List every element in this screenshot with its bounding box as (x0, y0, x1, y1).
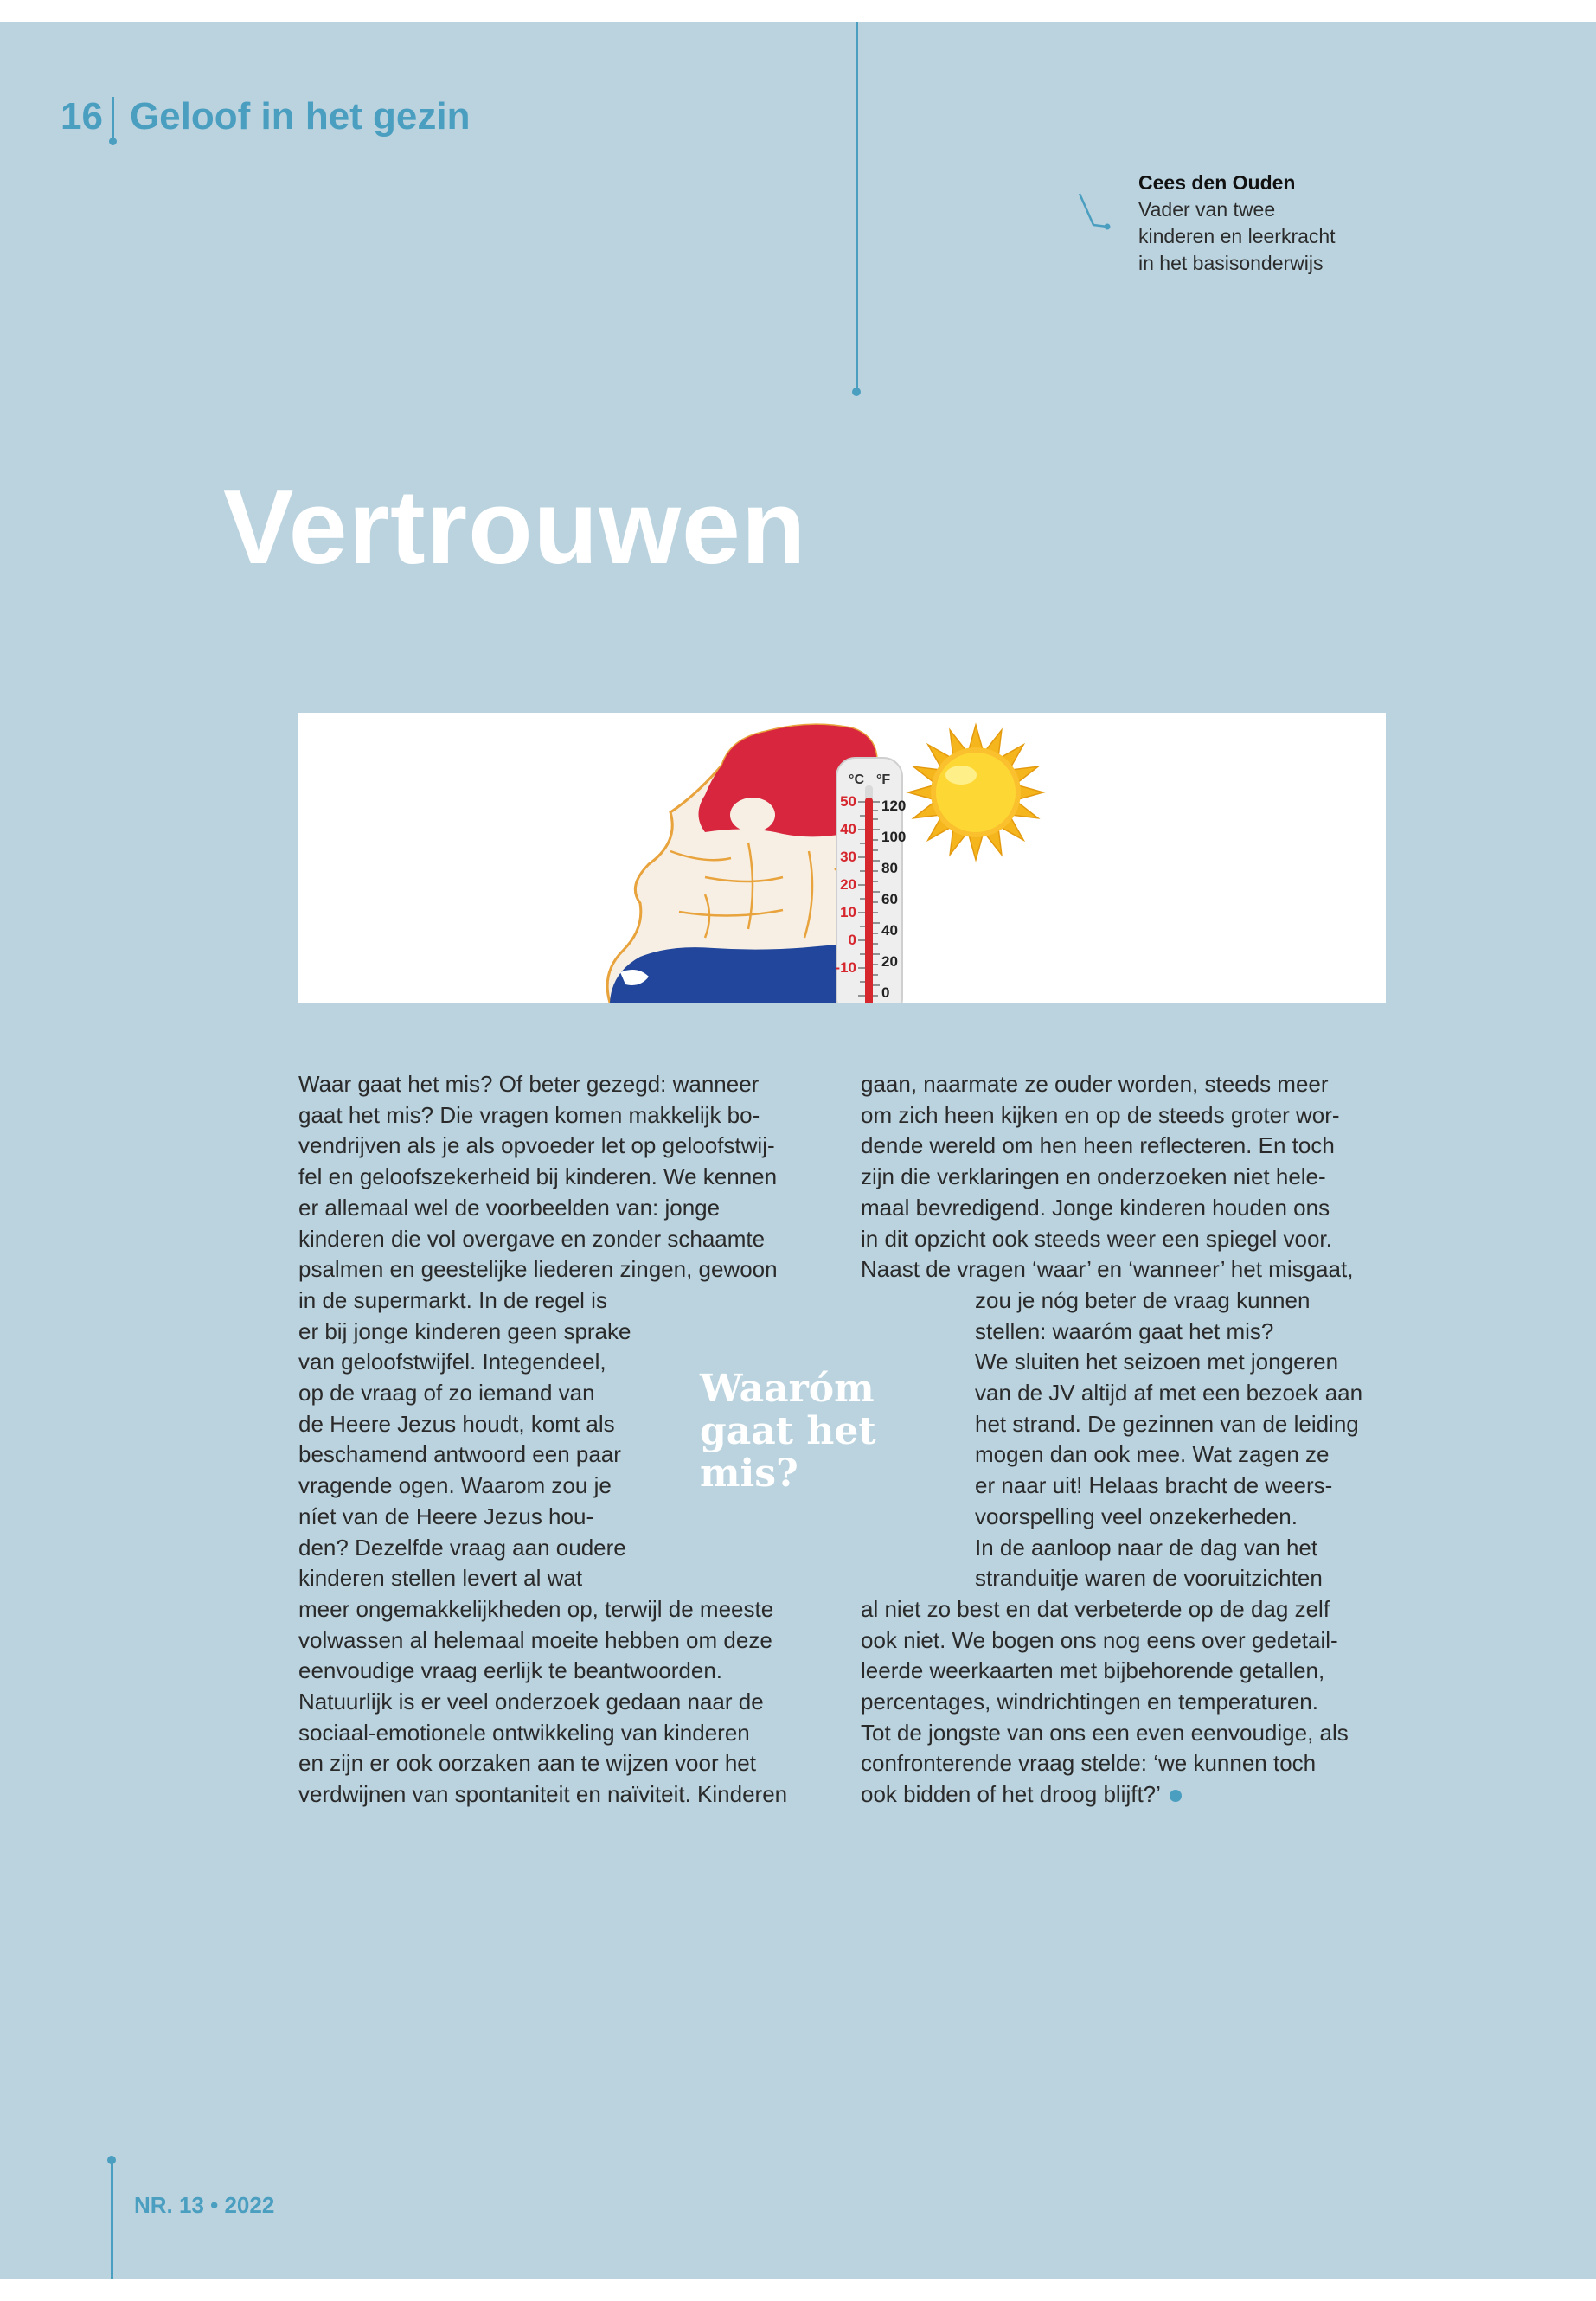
text-line-last (861, 1779, 1380, 1811)
sun-ray (969, 725, 983, 750)
author-bio-line: Vader van twee (1138, 198, 1276, 221)
sun-ray (908, 785, 933, 799)
celsius-tick-label: 0 (848, 932, 856, 948)
fahrenheit-unit: °F (876, 772, 891, 787)
text-line: voorspelling veel onzekerheden. (975, 1503, 1298, 1529)
text-line: volwassen al helemaal moeite hebben om deze (298, 1626, 772, 1653)
sun-ray (969, 835, 983, 860)
section-title: Geloof in het gezin (129, 95, 471, 138)
text-line: kinderen stellen levert al wat (298, 1565, 583, 1592)
text-line: er allemaal wel de voorbeelden van: jonge (298, 1194, 721, 1221)
text-line: Waar gaat het mis? Of beter gezegd: wanneer (298, 1071, 760, 1097)
article-column-right (861, 1069, 1380, 1811)
celsius-tick-label: 50 (840, 793, 856, 810)
text-line: er bij jonge kinderen geen sprake (298, 1317, 631, 1344)
fahrenheit-tick-label: 40 (881, 922, 898, 939)
top-divider-dot (852, 388, 861, 396)
thermometer (835, 758, 906, 1003)
text-line: ook niet. We bogen ons nog eens over gedetail- (861, 1626, 1338, 1653)
text-line: In de aanloop naar de dag van het (975, 1534, 1318, 1561)
text-line: mogen dan ook mee. Wat zagen ze (975, 1441, 1330, 1468)
text-line: ook bidden of het droog blijft?’ (861, 1781, 1161, 1808)
text-line: stellen: waaróm gaat het mis? (975, 1317, 1274, 1344)
pull-quote-line: Waaróm (700, 1367, 875, 1411)
text-line: het strand. De gezinnen van de leiding (975, 1410, 1359, 1437)
text-line: confronterende vraag stelde: ‘we kunnen toch (861, 1750, 1317, 1777)
fahrenheit-tick-label: 100 (881, 829, 907, 845)
issue-number: NR. 13 • 2022 (134, 2192, 275, 2218)
text-line: den? Dezelfde vraag aan oudere (298, 1534, 626, 1561)
fahrenheit-tick-label: 120 (881, 798, 907, 814)
text-line: er naar uit! Helaas bracht de weers- (975, 1472, 1333, 1499)
article-title: Vertrouwen (223, 468, 807, 586)
text-line: op de vraag of zo iemand van (298, 1380, 595, 1407)
celsius-tick-label: -10 (835, 959, 856, 976)
author-box (1138, 170, 1398, 277)
author-bio-line: in het basisonderwijs (1138, 252, 1324, 274)
text-line: gaat het mis? Die vragen komen makkelijk bo- (298, 1101, 760, 1128)
page-number: 16 (61, 95, 103, 138)
text-line: We sluiten het seizoen met jongeren (975, 1349, 1339, 1375)
text-line: meer ongemakkelijkheden op, terwijl de meeste (298, 1595, 774, 1622)
text-line: dende wereld om hen heen reflecteren. En toch (861, 1132, 1335, 1159)
text-line: al niet zo best en dat verbeterde op de dag zelf (861, 1595, 1330, 1622)
text-line: verdwijnen van spontaniteit en naïviteit. Kinderen (298, 1781, 788, 1808)
text-line: fel en geloofszekerheid bij kinderen. We kennen (298, 1163, 778, 1190)
footer-divider-dot (107, 2156, 116, 2164)
text-line: maal bevredigend. Jonge kinderen houden ons (861, 1194, 1330, 1221)
magazine-page (0, 22, 1596, 2279)
text-line: Tot de jongste van ons een even eenvoudige, als (861, 1719, 1349, 1746)
text-line: zijn die verklaringen en onderzoeken niet hele- (861, 1163, 1326, 1190)
text-line: van geloofstwijfel. Integendeel, (298, 1349, 606, 1375)
text-line: Naast de vragen ‘waar’ en ‘wanneer’ het misgaat, (861, 1256, 1354, 1283)
footer-divider-line (111, 2160, 113, 2279)
text-line: kinderen die vol overgave en zonder schaamte (298, 1225, 766, 1252)
text-line: vendrijven als je als opvoeder let op geloofstwij- (298, 1132, 775, 1159)
weather-illustration (298, 713, 1386, 1003)
text-line: stranduitje waren de vooruitzichten (975, 1565, 1323, 1592)
text-line: eenvoudige vraag eerlijk te beantwoorden. (298, 1657, 723, 1684)
header-divider (112, 97, 114, 140)
text-line: sociaal-emotionele ontwikkeling van kinderen (298, 1719, 750, 1746)
text-line: in de supermarkt. In de regel is (298, 1286, 607, 1313)
celsius-unit: °C (849, 772, 864, 787)
pull-quote-line: gaat het (700, 1409, 876, 1453)
text-line: psalmen en geestelijke liederen zingen, gewoon (298, 1256, 778, 1283)
fahrenheit-tick-label: 80 (881, 860, 898, 876)
pull-quote-line: mis? (700, 1452, 798, 1496)
text-line: gaan, naarmate ze ouder worden, steeds meer (861, 1071, 1329, 1097)
author-bio-line: kinderen en leerkracht (1138, 225, 1336, 247)
page-header (61, 95, 471, 138)
text-line: beschamend antwoord een paar (298, 1441, 621, 1468)
text-line: in dit opzicht ook steeds weer een spiegel voor. (861, 1225, 1332, 1252)
end-mark-icon (1170, 1790, 1182, 1802)
text-line: Natuurlijk is er veel onderzoek gedaan naar de (298, 1689, 764, 1715)
text-line: leerde weerkaarten met bijbehorende getallen, (861, 1657, 1325, 1684)
text-line: vragende ogen. Waarom zou je (298, 1472, 612, 1499)
text-line: en zijn er ook oorzaken aan te wijzen voor het (298, 1750, 756, 1777)
pull-quote (700, 1368, 876, 1495)
celsius-tick-label: 40 (840, 821, 856, 837)
fahrenheit-tick-label: 20 (881, 953, 898, 970)
text-line: percentages, windrichtingen en temperaturen. (861, 1689, 1318, 1715)
celsius-tick-label: 30 (840, 849, 856, 865)
article-banner-image (298, 713, 1386, 1003)
sun-icon (908, 725, 1043, 860)
celsius-tick-label: 20 (840, 876, 856, 893)
text-line: zou je nóg beter de vraag kunnen (975, 1286, 1311, 1313)
author-name: Cees den Ouden (1138, 171, 1296, 194)
fahrenheit-tick-label: 0 (881, 984, 890, 1001)
text-line: níet van de Heere Jezus hou- (298, 1503, 594, 1529)
text-line: om zich heen kijken en op de steeds groter wor- (861, 1101, 1340, 1128)
text-line: de Heere Jezus houdt, komt als (298, 1410, 615, 1437)
text-line: van de JV altijd af met een bezoek aan (975, 1380, 1363, 1407)
celsius-tick-label: 10 (840, 904, 856, 920)
top-divider-line (856, 22, 858, 393)
author-pointer-icon (1076, 192, 1111, 232)
fahrenheit-tick-label: 60 (881, 891, 898, 907)
sun-ray (1018, 785, 1043, 799)
